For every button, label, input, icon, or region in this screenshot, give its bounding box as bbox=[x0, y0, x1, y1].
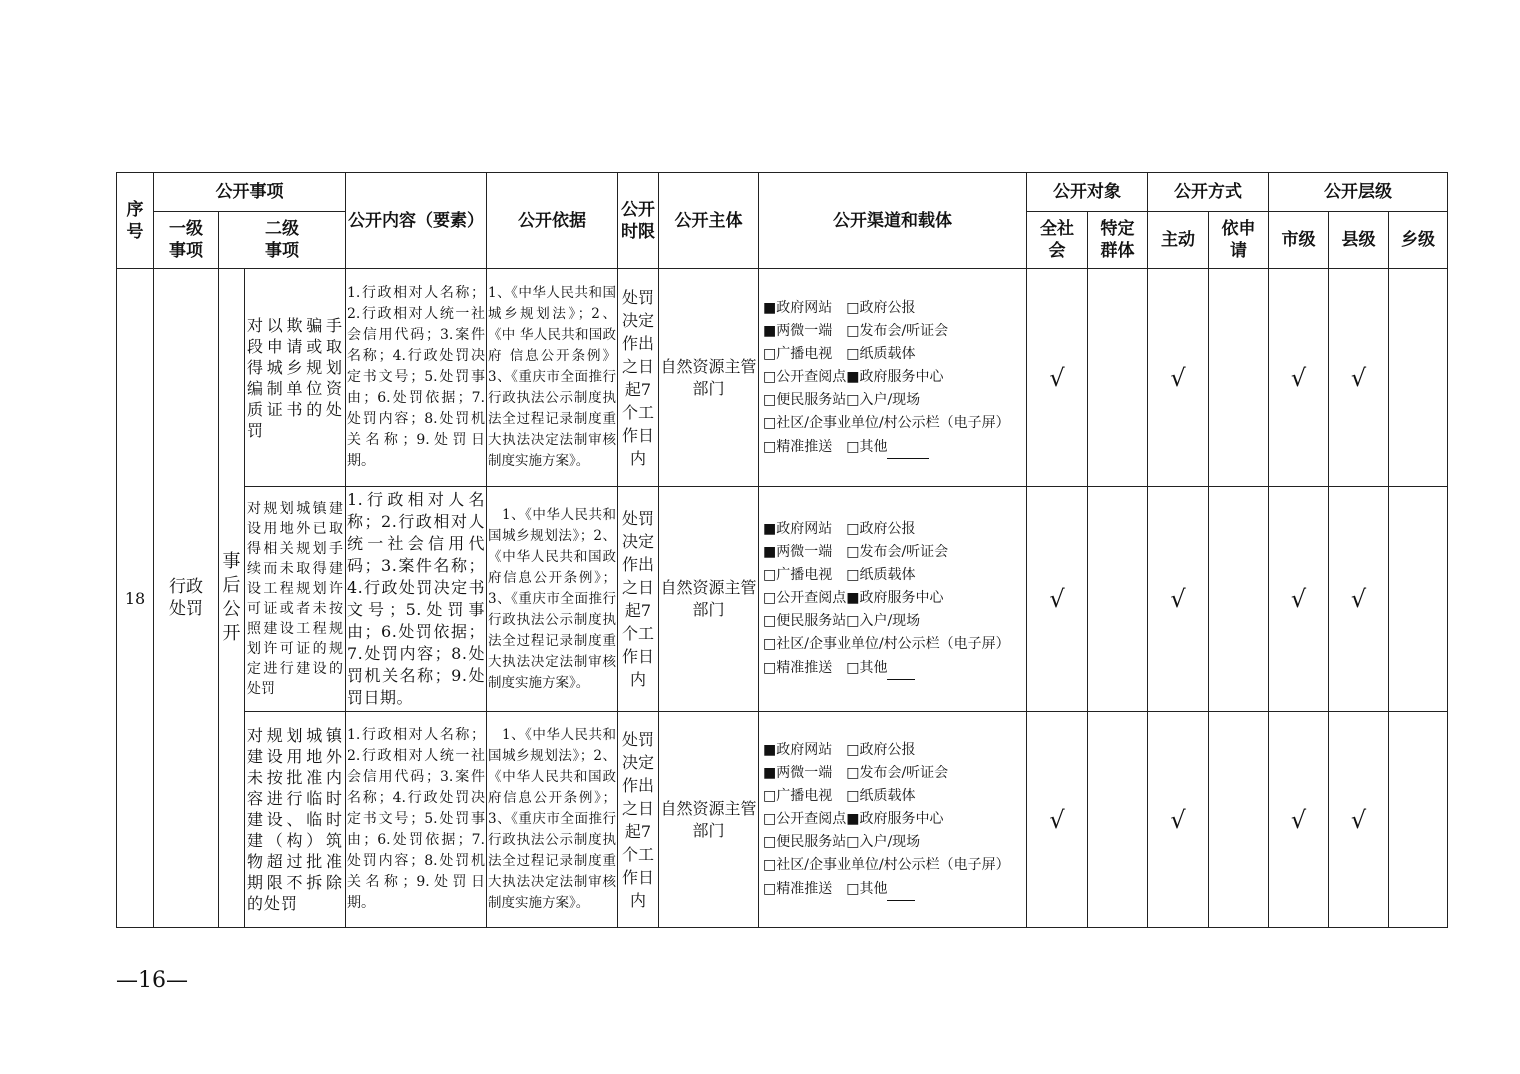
header-seq: 序号 bbox=[117, 173, 154, 269]
channel-line: ■政府网站 □政府公报 bbox=[763, 299, 916, 316]
item-limit: 处罚决定作出之日起7个工作日内 bbox=[618, 487, 659, 712]
item-limit: 处罚决定作出之日起7个工作日内 bbox=[618, 269, 659, 487]
check-lvl-town bbox=[1389, 269, 1448, 487]
header-level: 公开层级 bbox=[1269, 173, 1448, 212]
header-mode-active: 主动 bbox=[1148, 212, 1209, 269]
channel-line: □精准推送 □其他 bbox=[763, 656, 1026, 680]
channel-line: □便民服务站□入户/现场 bbox=[763, 833, 921, 850]
check-lvl-county: √ bbox=[1329, 712, 1389, 928]
channel-line: □广播电视 □纸质载体 bbox=[763, 787, 916, 804]
item-content: 1.行政相对人名称；2.行政相对人统一社会信用代码；3.案件名称；4.行政处罚决定书文号；5.处罚事由；6.处罚依据；7.处罚内容；8.处罚机关名称；9.处罚日期。 bbox=[346, 269, 487, 487]
item-channels bbox=[759, 269, 1027, 487]
item-content: 1.行政相对人名称；2.行政相对人统一社会信用代码；3.案件名称；4.行政处罚决定书文号；5.处罚事由；6.处罚依据；7.处罚内容；8.处罚机关名称；9.处罚日期。 bbox=[346, 487, 487, 712]
channel-line: □公开查阅点■政府服务中心 bbox=[763, 810, 944, 827]
channel-line: □社区/企事业单位/村公示栏（电子屏） bbox=[763, 636, 1010, 652]
check-aud-specific bbox=[1088, 269, 1148, 487]
header-aud-specific: 特定群体 bbox=[1088, 212, 1148, 269]
item-channels bbox=[759, 487, 1027, 712]
header-row-1 bbox=[117, 173, 1448, 212]
channel-line: □便民服务站□入户/现场 bbox=[763, 391, 921, 408]
row-category: 事后公开 bbox=[219, 269, 245, 928]
item-channels bbox=[759, 712, 1027, 928]
check-lvl-town bbox=[1389, 487, 1448, 712]
channel-line: □社区/企事业单位/村公示栏（电子屏） bbox=[763, 414, 1010, 431]
row-level1: 行政处罚 bbox=[154, 269, 219, 928]
item-basis: 1、《中华人民共和国城乡规划法》；2、《中华人民共和国政府信息公开条例》；3、《重庆市全面推行行政执法公示制度执法全过程记录制度重大执法决定法制审核制度实施方案》。 bbox=[487, 487, 618, 712]
header-lvl-city: 市级 bbox=[1269, 212, 1329, 269]
check-lvl-city: √ bbox=[1269, 712, 1329, 928]
item-limit: 处罚决定作出之日起7个工作日内 bbox=[618, 712, 659, 928]
check-mode-active: √ bbox=[1148, 487, 1209, 712]
table-row bbox=[117, 487, 1448, 712]
channel-line: □社区/企事业单位/村公示栏（电子屏） bbox=[763, 856, 1010, 873]
check-lvl-county: √ bbox=[1329, 487, 1389, 712]
channel-line: ■两微一端 □发布会/听证会 bbox=[763, 322, 949, 339]
header-subject: 公开主体 bbox=[659, 173, 759, 269]
item-subject: 自然资源主管部门 bbox=[659, 712, 759, 928]
header-lvl-town: 乡级 bbox=[1389, 212, 1448, 269]
header-mode-apply: 依申请 bbox=[1209, 212, 1269, 269]
channel-line: ■两微一端 □发布会/听证会 bbox=[763, 544, 949, 560]
header-mode: 公开方式 bbox=[1148, 173, 1269, 212]
channel-line: ■政府网站 □政府公报 bbox=[763, 741, 916, 758]
check-lvl-county: √ bbox=[1329, 269, 1389, 487]
header-level2: 二级事项 bbox=[219, 212, 346, 269]
check-aud-all: √ bbox=[1027, 487, 1088, 712]
check-mode-apply bbox=[1209, 269, 1269, 487]
header-level1: 一级事项 bbox=[154, 212, 219, 269]
header-matter: 公开事项 bbox=[154, 173, 346, 212]
check-mode-active: √ bbox=[1148, 712, 1209, 928]
header-channel: 公开渠道和载体 bbox=[759, 173, 1027, 269]
check-aud-specific bbox=[1088, 487, 1148, 712]
disclosure-table bbox=[116, 172, 1448, 928]
check-aud-all: √ bbox=[1027, 269, 1088, 487]
page-number: —16— bbox=[116, 968, 188, 993]
channel-line: □便民服务站□入户/现场 bbox=[763, 613, 921, 629]
item-subject: 自然资源主管部门 bbox=[659, 487, 759, 712]
table-row bbox=[117, 712, 1448, 928]
item-subject: 自然资源主管部门 bbox=[659, 269, 759, 487]
header-aud-all: 全社会 bbox=[1027, 212, 1088, 269]
item-name: 对规划城镇建设用地外未按批准内容进行临时建设、临时建（构）筑物超过批准期限不拆除的处罚 bbox=[245, 712, 346, 928]
check-mode-apply bbox=[1209, 712, 1269, 928]
channel-line: □公开查阅点■政府服务中心 bbox=[763, 368, 944, 385]
item-name: 对以欺骗手段申请或取得城乡规划编制单位资质证书的处罚 bbox=[245, 269, 346, 487]
check-aud-all: √ bbox=[1027, 712, 1088, 928]
check-mode-active: √ bbox=[1148, 269, 1209, 487]
check-lvl-town bbox=[1389, 712, 1448, 928]
channel-line: □广播电视 □纸质载体 bbox=[763, 345, 916, 362]
item-basis: 1、《中华人民共和国城乡规划法》；2、《中华人民共和国政府信息公开条例》；3、《重庆市全面推行行政执法公示制度执法全过程记录制度重大执法决定法制审核制度实施方案》。 bbox=[487, 712, 618, 928]
channel-line: □公开查阅点■政府服务中心 bbox=[763, 590, 944, 606]
table-row bbox=[117, 269, 1448, 487]
check-lvl-city: √ bbox=[1269, 487, 1329, 712]
item-content: 1.行政相对人名称；2.行政相对人统一社会信用代码；3.案件名称；4.行政处罚决定书文号；5.处罚事由；6.处罚依据；7.处罚内容；8.处罚机关名称；9.处罚日期。 bbox=[346, 712, 487, 928]
channel-line: □精准推送 □其他 bbox=[763, 435, 1026, 459]
channel-line: □精准推送 □其他 bbox=[763, 877, 1026, 901]
channel-line: ■政府网站 □政府公报 bbox=[763, 521, 916, 537]
channel-line: □广播电视 □纸质载体 bbox=[763, 567, 916, 583]
header-audience: 公开对象 bbox=[1027, 173, 1148, 212]
check-mode-apply bbox=[1209, 487, 1269, 712]
header-content: 公开内容（要素） bbox=[346, 173, 487, 269]
item-basis: 1、《中华人民共和国城乡规划法》；2、《中 华人民共和国政府 信息公开条例》3、《重庆市全面推行行政执法公示制度执法全过程记录制度重大执法决定法制审核制度实施方案》。 bbox=[487, 269, 618, 487]
check-aud-specific bbox=[1088, 712, 1148, 928]
item-name: 对规划城镇建设用地外已取得相关规划手续而未取得建设工程规划许可证或者未按照建设工程规划许可证的规定进行建设的处罚 bbox=[245, 487, 346, 712]
header-limit: 公开时限 bbox=[618, 173, 659, 269]
header-basis: 公开依据 bbox=[487, 173, 618, 269]
check-lvl-city: √ bbox=[1269, 269, 1329, 487]
header-lvl-county: 县级 bbox=[1329, 212, 1389, 269]
row-seq: 18 bbox=[117, 269, 154, 928]
channel-line: ■两微一端 □发布会/听证会 bbox=[763, 764, 949, 781]
